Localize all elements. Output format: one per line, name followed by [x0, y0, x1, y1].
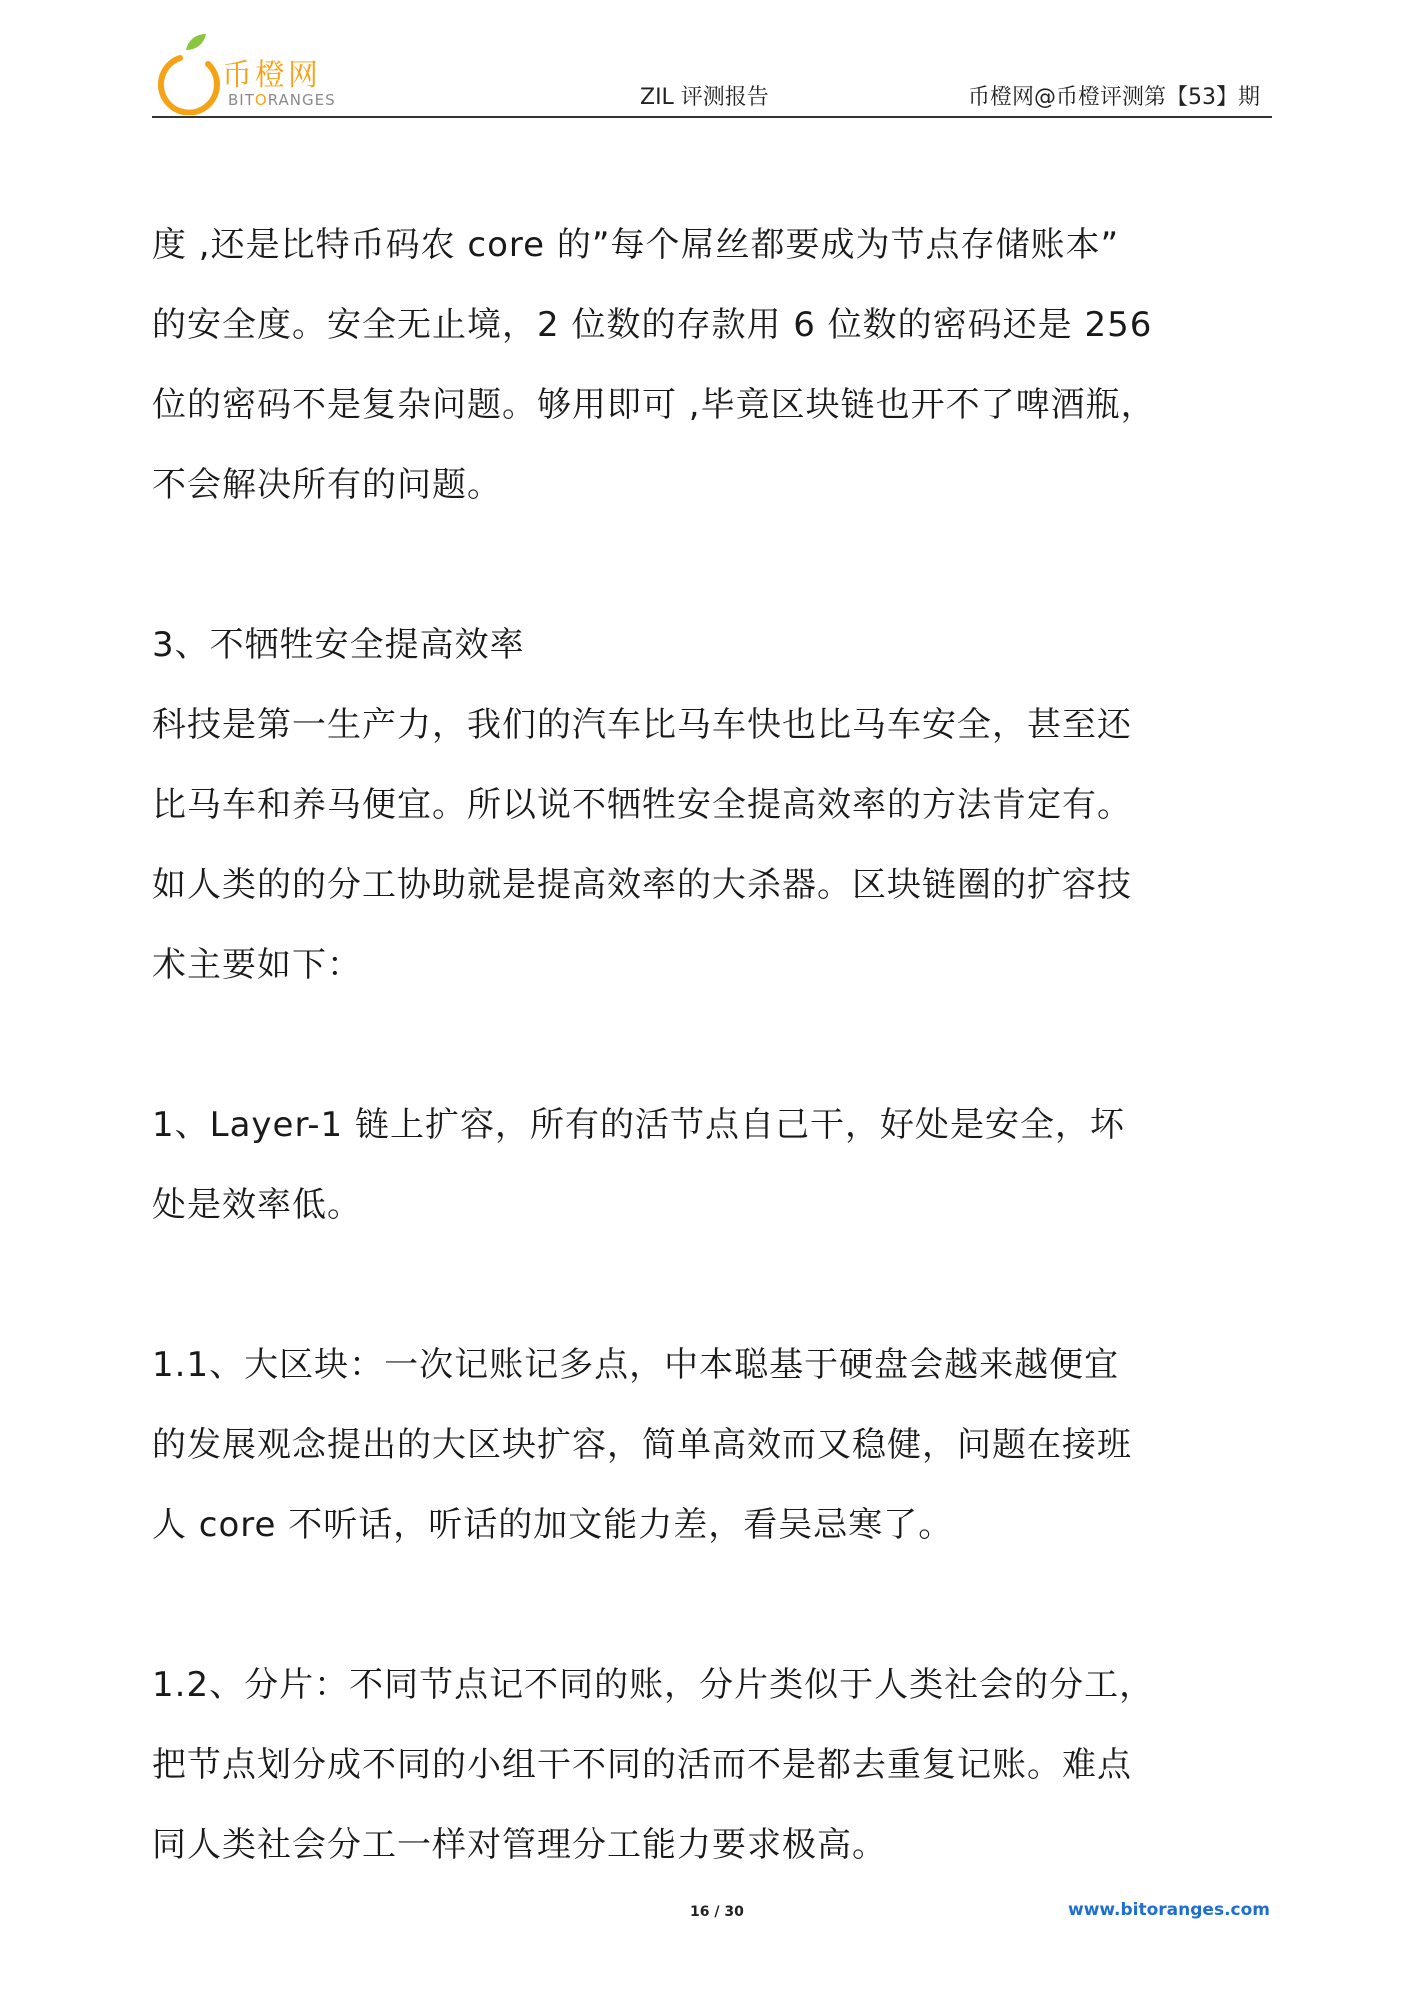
- text-line: 的发展观念提出的大区块扩容，简单高效而又稳健，问题在接班: [152, 1425, 1132, 1465]
- text-line: 比马车和养马便宜。所以说不牺牲安全提高效率的方法肯定有。: [152, 785, 1132, 825]
- text-line: 处是效率低。: [152, 1185, 362, 1225]
- text-line: 不会解决所有的问题。: [152, 465, 502, 505]
- paragraph-security: [152, 205, 1277, 525]
- page-header: [152, 18, 1272, 118]
- document-body: [152, 205, 1277, 1885]
- text-line: 1.1、大区块：一次记账记多点，中本聪基于硬盘会越来越便宜: [152, 1345, 1120, 1385]
- logo-english-text: BITORANGES: [228, 91, 336, 109]
- text-line: 1、Layer-1 链上扩容，所有的活节点自己干，好处是安全，坏: [152, 1105, 1125, 1145]
- text-line: 科技是第一生产力，我们的汽车比马车快也比马车安全，甚至还: [152, 705, 1132, 745]
- text-line: 人 core 不听话，听话的加文能力差，看吴忌寒了。: [152, 1505, 954, 1545]
- text-line: 1.2、分片：不同节点记不同的账，分片类似于人类社会的分工，: [152, 1665, 1155, 1705]
- text-line: 如人类的的分工协助就是提高效率的大杀器。区块链圈的扩容技: [152, 865, 1132, 905]
- text-line: 的安全度。安全无止境，2 位数的存款用 6 位数的密码还是 256: [152, 305, 1153, 345]
- paragraph-sharding: [152, 1645, 1277, 1885]
- text-line: 术主要如下：: [152, 945, 362, 985]
- text-line: 度 ,还是比特币码农 core 的”每个屌丝都要成为节点存储账本”: [152, 225, 1120, 265]
- orange-icon: [152, 20, 224, 115]
- paragraph-efficiency: [152, 605, 1277, 1005]
- logo-chinese-text: 币橙网: [222, 58, 321, 93]
- bitoranges-logo: [152, 20, 392, 115]
- website-link[interactable]: www.bitoranges.com: [1068, 1900, 1270, 1920]
- text-line: 同人类社会分工一样对管理分工能力要求极高。: [152, 1825, 887, 1865]
- text-line: 把节点划分成不同的小组干不同的活而不是都去重复记账。难点: [152, 1745, 1132, 1785]
- paragraph-big-block: [152, 1325, 1277, 1565]
- report-title: ZIL 评测报告: [640, 85, 769, 110]
- issue-label: 币橙网@币橙评测第【53】期: [968, 85, 1260, 110]
- section-heading: 3、不牺牲安全提高效率: [152, 625, 525, 665]
- paragraph-layer1: [152, 1085, 1277, 1245]
- page-number: 16 / 30: [690, 1904, 744, 1920]
- text-line: 位的密码不是复杂问题。够用即可 ,毕竟区块链也开不了啤酒瓶，: [152, 385, 1156, 425]
